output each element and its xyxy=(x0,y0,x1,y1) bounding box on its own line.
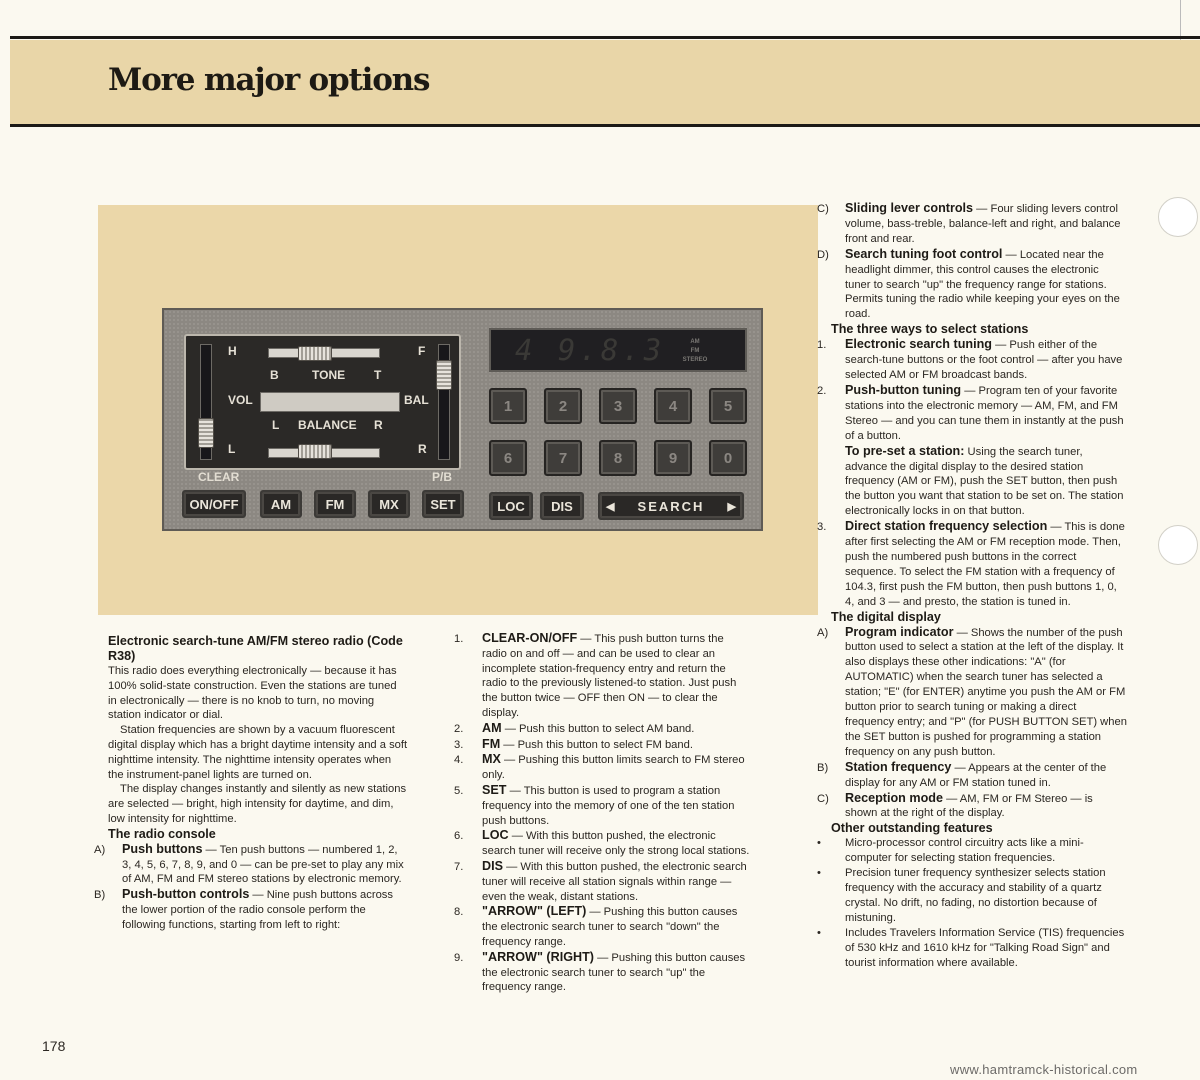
digital-display-heading: The digital display xyxy=(831,609,941,624)
am-button[interactable]: AM xyxy=(260,490,302,518)
display-mode-indicator xyxy=(675,338,715,365)
tone-slider-knob[interactable] xyxy=(298,346,332,361)
label-right: R xyxy=(374,418,383,432)
digital-display xyxy=(489,328,747,372)
preset-key-9[interactable]: 9 xyxy=(654,440,692,476)
dis-button[interactable]: DIS xyxy=(540,492,584,520)
list-item: 8. "ARROW" (LEFT) — Pushing this button causes the electronic search tuner to search "down" the frequency range. xyxy=(454,904,738,948)
list-item: 9. "ARROW" (RIGHT) — Pushing this button causes the electronic search tuner to search "up" the frequency range. xyxy=(454,949,746,994)
label-tone: TONE xyxy=(312,368,346,382)
loc-button[interactable]: LOC xyxy=(489,492,533,520)
list-item: 4. MX — Pushing this button limits search to FM stereo only. xyxy=(454,752,745,782)
label-r: R xyxy=(418,442,427,456)
binder-hole xyxy=(1158,525,1198,565)
header-rule-top xyxy=(10,36,1200,39)
on-off-button[interactable]: ON/OFF xyxy=(182,490,246,518)
bullet-icon: • xyxy=(817,867,821,880)
arrow-right-icon[interactable]: ▶ xyxy=(727,500,736,513)
preset-key-2[interactable]: 2 xyxy=(544,388,582,424)
label-vol: VOL xyxy=(228,393,253,407)
list-item: C) Reception mode — AM, FM or FM Stereo — is shown at the right of the display. xyxy=(817,790,1093,820)
display-change-paragraph: The display changes instantly and silently as new stations are selected — bright, high intensity for daytime, and dim, low intensity for nighttime. xyxy=(108,783,407,825)
display-mode-am: AM xyxy=(690,339,700,345)
list-item: 2. Push-button tuning — Program ten of your favorite stations into the electronic memory — AM, FM, and FM Stereo — and you can tune them in instantly at the push of a button. xyxy=(817,382,1124,442)
feature-item: • Precision tuner frequency synthesizer selects station frequency with the accuracy and stability of a quartz crystal. No drift, no fading, no distortion because of mistuning. xyxy=(817,867,1106,924)
intro-paragraph: This radio does everything electronically — because it has 100% solid-state construction. Even the stations are tuned in electronically — there is no knob to turn, no moving station indicator or dial. xyxy=(108,665,397,722)
label-pb: P/B xyxy=(432,470,453,484)
search-rocker xyxy=(598,492,744,520)
list-item: 3. Direct station frequency selection — This is done after first selecting the AM or FM reception mode. Then, push the numbered push buttons in the correct sequence. To select the FM station with a frequency of 104.3, first push the FM button, then push buttons 1, 0, 4, and 3 — and presto, the station is tuned in. xyxy=(817,519,1125,608)
three-ways-heading: The three ways to select stations xyxy=(831,322,1029,337)
list-item: 5. SET — This button is used to program a station frequency into the memory of one of the ten station push buttons. xyxy=(454,782,735,827)
list-item: 3. FM — Push this button to select FM band. xyxy=(454,736,693,751)
bullet-icon: • xyxy=(817,926,821,939)
display-digits: 4 9.8.3 xyxy=(515,333,666,367)
list-item: D) Search tuning foot control — Located near the headlight dimmer, this control causes the electronic tuner to search "up" the frequency range for stations. Permits tuning the radio while keeping your eyes on the road. xyxy=(817,246,1120,321)
list-item: C) Sliding lever controls — Four sliding levers control volume, bass-treble, balance-left and right, and balance front and rear. xyxy=(817,201,1121,245)
label-balance: BALANCE xyxy=(298,418,357,432)
console-heading: The radio console xyxy=(108,826,216,841)
preset-key-0[interactable]: 0 xyxy=(709,440,747,476)
footer-url: www.hamtramck-historical.com xyxy=(950,1062,1138,1077)
list-item: 2. AM — Push this button to select AM band. xyxy=(454,720,695,735)
mx-button[interactable]: MX xyxy=(368,490,410,518)
list-item: A) Program indicator — Shows the number of the push button used to select a station at the left of the display. It also displays these other indications: "A" (for AUTOMATIC) when the search tuner has selected a station; "E" (for ENTER) anytime you push the AM or FM button prior to search tuning or making a direct frequency entry; and "P" (for PUSH BUTTON SET) when the SET button is pushed for programming a station frequency on any push button. xyxy=(817,624,1127,758)
preset-instructions: To pre-set a station: Using the search tuner, advance the digital display to the desired station frequency (AM or FM), push the SET button, then push the button you want that station to be set on. The station electronically locks in on that button. xyxy=(845,443,1124,518)
label-left: L xyxy=(272,418,280,432)
label-bal: BAL xyxy=(404,393,429,407)
fader-slider-knob[interactable] xyxy=(436,360,452,390)
radio-heading: Electronic search-tune AM/FM stereo radio (Code R38) xyxy=(108,634,403,663)
other-features-heading: Other outstanding features xyxy=(831,821,993,836)
preset-key-1[interactable]: 1 xyxy=(489,388,527,424)
search-label: SEARCH xyxy=(637,498,705,514)
preset-key-8[interactable]: 8 xyxy=(599,440,637,476)
label-treble: T xyxy=(374,368,382,382)
list-item: 1. CLEAR-ON/OFF — This push button turns the radio on and off — and can be used to clear an incomplete station-frequency entry and return the radio to the previously listened-to station. Just push the button twice — OFF then ON — to clear the display. xyxy=(454,631,737,719)
preset-key-4[interactable]: 4 xyxy=(654,388,692,424)
set-button[interactable]: SET xyxy=(422,490,464,518)
list-item: 6. LOC — With this button pushed, the electronic search tuner will receive only the strong local stations. xyxy=(454,828,750,858)
display-paragraph: Station frequencies are shown by a vacuum fluorescent digital display which has a bright daytime intensity and a soft nighttime intensity. The nighttime intensity operates when the instrument-panel lights are turned on. xyxy=(108,724,408,781)
display-mode-fm: FM xyxy=(690,348,700,354)
page-edge xyxy=(1180,0,1200,40)
list-item: B) Station frequency — Appears at the center of the display for any AM or FM station tuned in. xyxy=(817,759,1107,789)
list-item: 7. DIS — With this button pushed, the electronic search tuner will receive all station signals within range — even the weak, distant stations. xyxy=(454,858,747,903)
volume-slider-knob[interactable] xyxy=(198,418,214,448)
radio-console xyxy=(162,308,763,531)
list-item: A) Push buttons — Ten push buttons — numbered 1, 2, 3, 4, 5, 6, 7, 8, 9, and 0 — can be pre-set to play any mix of AM, FM and FM stereo stations by electronic memory. xyxy=(94,841,404,886)
slider-panel xyxy=(184,334,461,470)
label-l: L xyxy=(228,442,236,456)
page-title: More major options xyxy=(108,62,430,98)
arrow-left-icon[interactable]: ◀ xyxy=(606,500,615,513)
page-number: 178 xyxy=(42,1038,66,1054)
list-item: B) Push-button controls — Nine push buttons across the lower portion of the radio console perform the following functions, starting from left to right: xyxy=(94,887,393,931)
balance-slider-knob[interactable] xyxy=(298,444,332,459)
list-item: 1. Electronic search tuning — Push either of the search-tune buttons or the foot control — after you have selected AM or FM broadcast bands. xyxy=(817,337,1123,382)
label-h: H xyxy=(228,344,237,358)
preset-key-6[interactable]: 6 xyxy=(489,440,527,476)
label-bass: B xyxy=(270,368,279,382)
column-3 xyxy=(817,201,1127,971)
column-2 xyxy=(454,631,750,995)
preset-key-5[interactable]: 5 xyxy=(709,388,747,424)
binder-hole xyxy=(1158,197,1198,237)
label-f: F xyxy=(418,344,426,358)
feature-item: • Micro-processor control circuitry acts like a mini-computer for selecting station frequencies. xyxy=(817,837,1084,865)
balance-display-bar xyxy=(260,392,400,412)
column-1 xyxy=(94,634,408,933)
header-rule-bottom xyxy=(10,124,1200,127)
preset-key-3[interactable]: 3 xyxy=(599,388,637,424)
display-mode-stereo: STEREO xyxy=(682,357,708,363)
label-clear: CLEAR xyxy=(198,470,240,484)
fm-button[interactable]: FM xyxy=(314,490,356,518)
preset-key-7[interactable]: 7 xyxy=(544,440,582,476)
feature-item: • Includes Travelers Information Service (TIS) frequencies of 530 kHz and 1610 kHz for "Talking Road Sign" and tourist information where available. xyxy=(817,926,1125,969)
bullet-icon: • xyxy=(817,837,821,850)
